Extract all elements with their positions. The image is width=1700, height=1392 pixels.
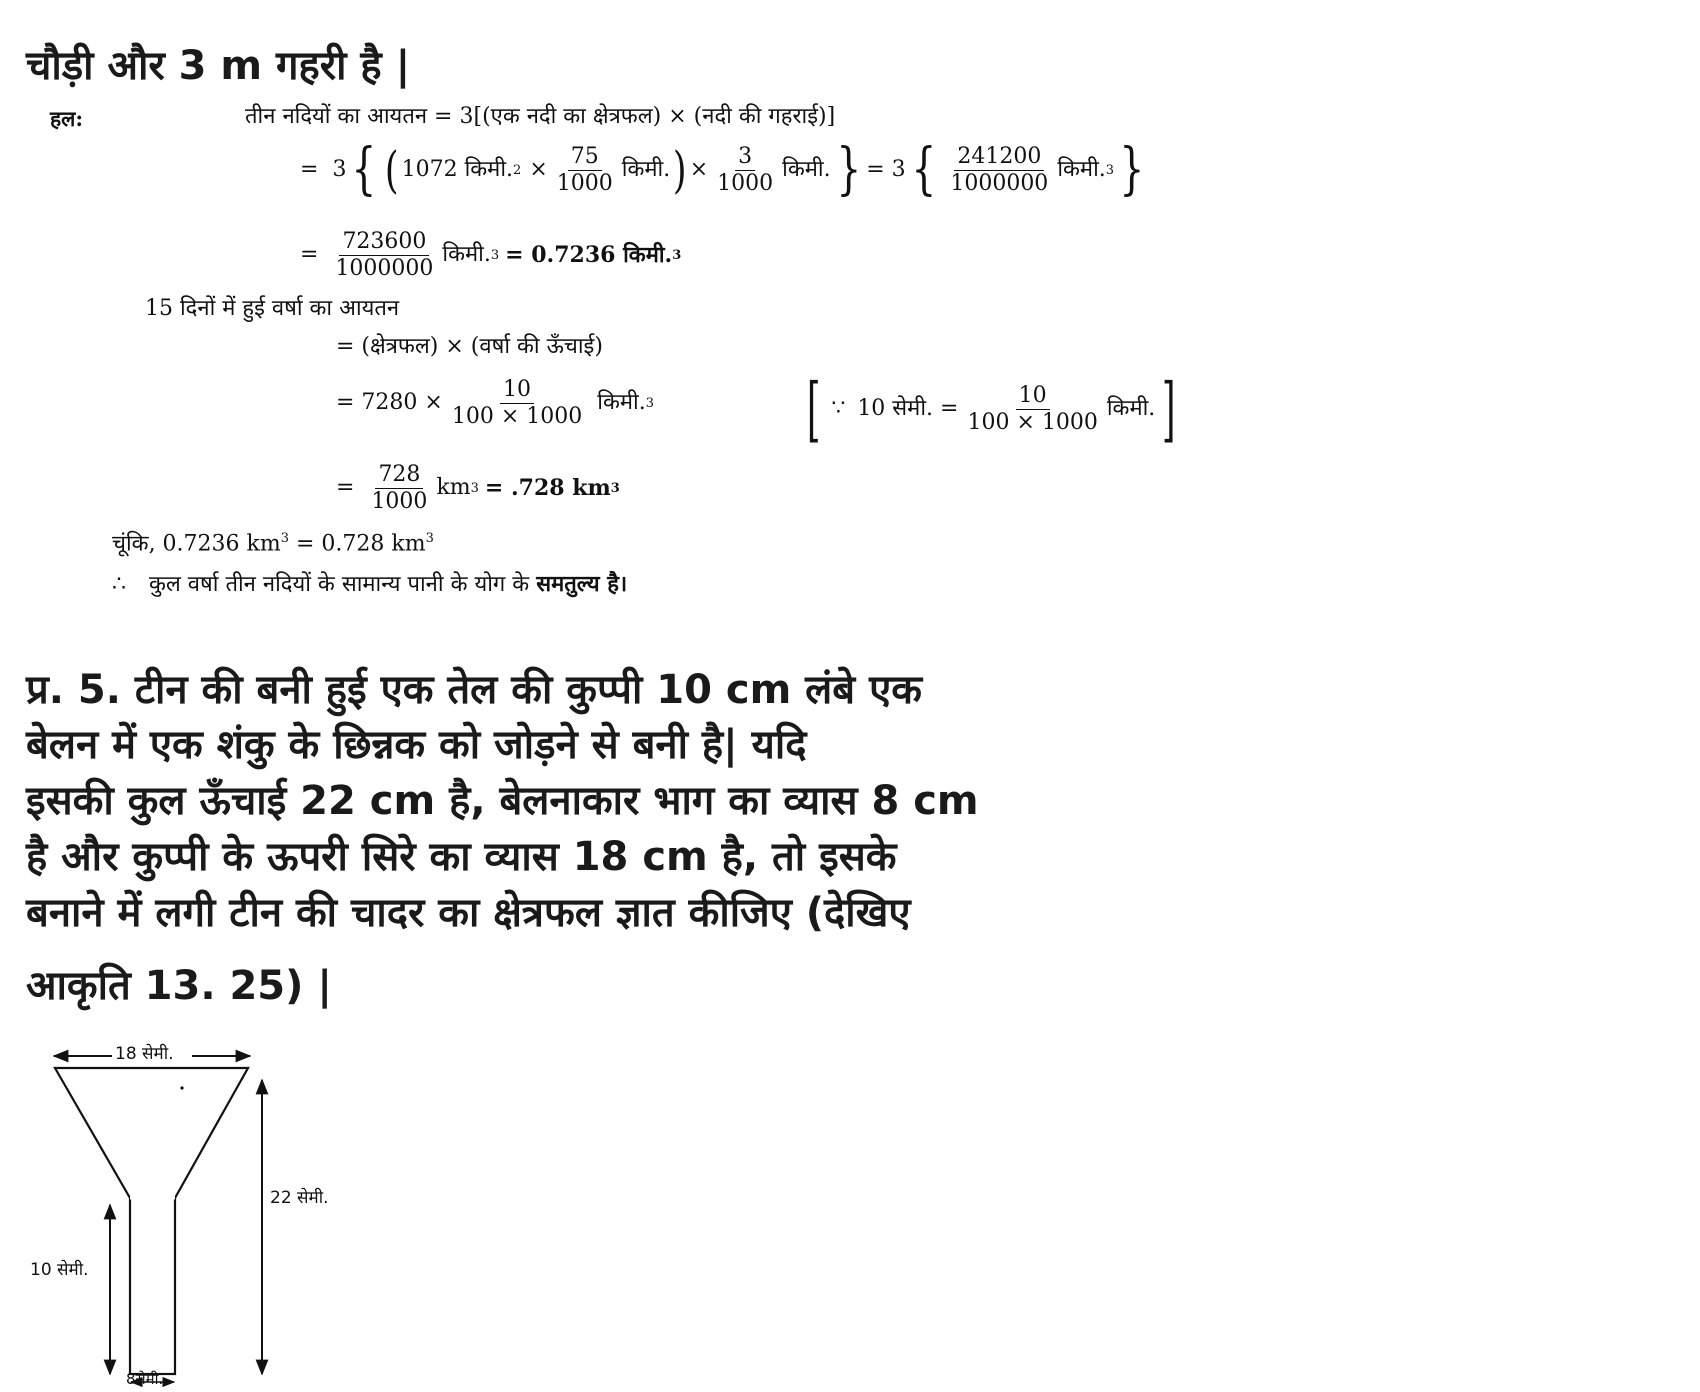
conclusion-text: कुल वर्षा तीन नदियों के सामान्य पानी के योग के [149, 572, 530, 597]
fraction-241200-1000000 [947, 143, 1051, 196]
solution-line-6 [336, 368, 654, 438]
unit-km: km [436, 475, 471, 500]
unit-km: किमी. [1057, 157, 1106, 182]
open-brace: { [351, 137, 377, 202]
open-brace: { [911, 137, 936, 202]
question-line-2: बेलन में एक शंकु के छिन्नक को जोड़ने से बनी है| यदि [26, 722, 807, 768]
solution-conclusion [112, 573, 627, 596]
eq-sign: = [300, 242, 319, 267]
close-brace: } [1119, 137, 1145, 202]
eq-three: = 3 [866, 157, 906, 182]
fraction-3-1000 [714, 143, 776, 196]
cube-exponent: 3 [470, 480, 479, 496]
bottom-diameter-label: 8सेमी. [126, 1370, 164, 1388]
denominator: 100 × 1000 [451, 403, 583, 429]
note-text: 10 सेमी. = [857, 396, 959, 421]
numerator: 10 [500, 379, 534, 404]
solution-line-1: तीन नदियों का आयतन = 3[(एक नदी का क्षेत्रफल) × (नदी की गहराई)] [245, 104, 836, 129]
continuation-text: चौड़ी और 3 m गहरी है | [26, 43, 411, 89]
cube-exponent: 3 [490, 247, 500, 263]
fraction-728-1000 [368, 461, 430, 514]
cube-exponent: 3 [425, 531, 434, 546]
question-line-6: आकृति 13. 25) | [26, 963, 332, 1009]
close-bracket: ] [1162, 368, 1176, 450]
close-brace: } [835, 137, 861, 202]
fraction-10-100x1000 [449, 376, 585, 429]
cylinder-shape [130, 1198, 175, 1374]
denominator: 1000 [717, 170, 774, 196]
question-line-1: प्र. 5. टीन की बनी हुई एक तेल की कुप्पी 10 cm लंबे एक [26, 667, 922, 713]
factor-three: 3 [332, 157, 347, 182]
denominator: 1000 [556, 170, 613, 196]
solution-line-7 [336, 455, 620, 521]
unit-km: किमी. [442, 242, 491, 267]
question-line-5: बनाने में लगी टीन की चादर का क्षेत्रफल ज्ञात कीजिए (देखिए [26, 890, 911, 936]
times-sign: × [529, 157, 548, 182]
unit-km: किमी. [597, 390, 646, 415]
numerator: 723600 [339, 231, 429, 256]
result-value: = 0.7236 किमी. [505, 242, 673, 268]
unit-km: किमी. [1106, 396, 1156, 421]
open-bracket: [ [806, 368, 821, 450]
result-value: = .728 km [484, 475, 611, 501]
open-paren: ( [385, 141, 399, 199]
numerator: 241200 [954, 146, 1044, 171]
cylinder-height-label: 10 सेमी. [30, 1260, 89, 1280]
cube-exponent: 3 [280, 531, 289, 546]
denominator: 100 × 1000 [967, 409, 1098, 435]
because-symbol: ∵ [831, 396, 846, 421]
question-line-4: है और कुप्पी के ऊपरी सिरे का व्यास 18 cm है, तो इसके [26, 834, 897, 880]
unit-km: किमी. [621, 157, 671, 182]
solution-line-4: 15 दिनों में हुई वर्षा का आयतन [145, 296, 400, 321]
denominator: 1000000 [335, 255, 434, 281]
times-sign: × [689, 157, 709, 182]
total-height-label: 22 सेमी. [270, 1188, 329, 1208]
therefore-symbol: ∴ [112, 572, 126, 597]
close-paren: ) [673, 141, 687, 199]
solution-line-5: = (क्षेत्रफल) × (वर्षा की ऊँचाई) [336, 334, 603, 359]
numerator: 3 [735, 146, 755, 171]
solution-line-3 [300, 220, 681, 290]
area-term: 1072 किमी. [401, 157, 514, 182]
fraction-723600-1000000 [332, 228, 436, 281]
fraction-75-1000 [554, 143, 616, 196]
eq-expression: = 7280 × [336, 390, 443, 415]
denominator: 1000000 [950, 170, 1049, 196]
comparison-right: = 0.728 km [289, 531, 426, 557]
numerator: 75 [568, 146, 602, 171]
square-exponent: 2 [513, 162, 522, 178]
numerator: 10 [1016, 385, 1050, 410]
top-diameter-label: 18 सेमी. [115, 1044, 174, 1064]
cube-exponent: 3 [610, 480, 620, 496]
unit-km: किमी. [782, 157, 831, 182]
numerator: 728 [375, 464, 423, 489]
comparison-left: चूंकि, 0.7236 km [112, 531, 281, 557]
frustum-shape [55, 1068, 248, 1198]
cube-exponent: 3 [1105, 162, 1115, 178]
eq-sign: = [336, 475, 355, 500]
eq-sign: = [300, 157, 319, 182]
solution-line-8 [112, 532, 434, 555]
question-line-3: इसकी कुल ऊँचाई 22 cm है, बेलनाकार भाग का व्यास 8 cm [26, 778, 979, 824]
cube-exponent: 3 [672, 247, 682, 263]
unit-conversion-note [800, 368, 1183, 450]
denominator: 1000 [371, 488, 428, 514]
funnel-figure [0, 1030, 420, 1392]
conclusion-bold: समतुल्य है। [536, 571, 628, 597]
solution-label: हल: [50, 106, 84, 131]
cube-exponent: 3 [645, 395, 654, 411]
solution-line-2 [300, 134, 1150, 206]
fraction-10-100x1000 [964, 382, 1100, 435]
